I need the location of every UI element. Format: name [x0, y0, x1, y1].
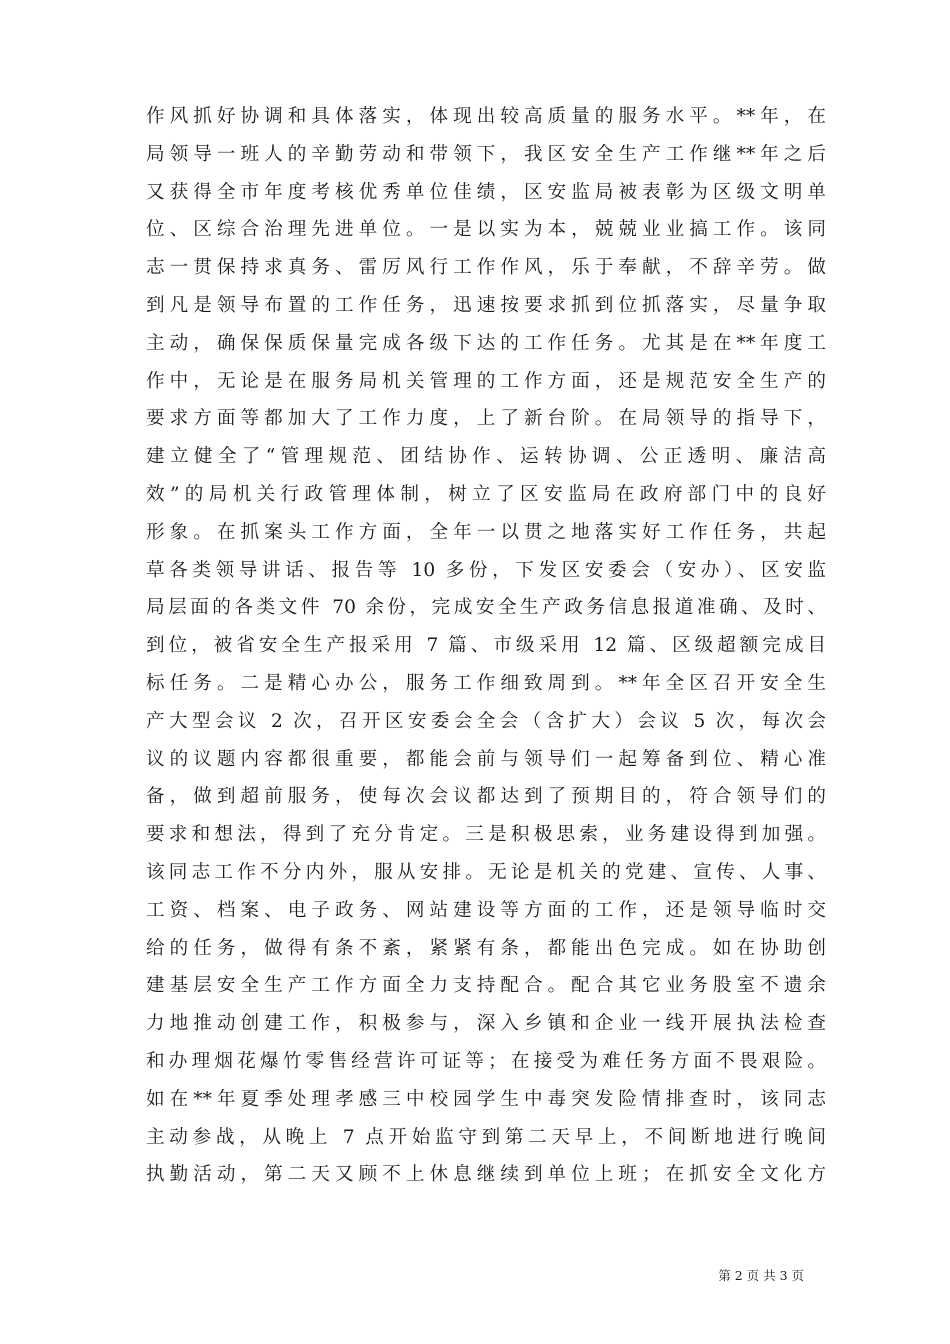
- text-line: 工资、档案、电子政务、网站建设等方面的工作，还是领导临时交: [146, 899, 826, 921]
- text-line: 产大型会议 2 次，召开区安委会全会（含扩大）会议 5 次，每次会: [146, 710, 826, 732]
- text-line: 到位，被省安全生产报采用 7 篇、市级采用 12 篇、区级超额完成目: [146, 635, 826, 657]
- text-line: 该同志工作不分内外，服从安排。无论是机关的党建、宣传、人事、: [146, 861, 826, 883]
- text-line: 位、区综合治理先进单位。一是以实为本，兢兢业业搞工作。该同: [146, 219, 826, 241]
- text-line: 形象。在抓案头工作方面，全年一以贯之地落实好工作任务，共起: [146, 521, 826, 543]
- text-line: 效”的局机关行政管理体制，树立了区安监局在政府部门中的良好: [146, 483, 826, 505]
- text-line: 给的任务，做得有条不紊，紧紧有条，都能出色完成。如在协助创: [146, 937, 826, 959]
- text-line: 议的议题内容都很重要，都能会前与领导们一起筹备到位、精心准: [146, 748, 826, 770]
- text-line: 要求和想法，得到了充分肯定。三是积极思索，业务建设得到加强。: [146, 824, 826, 846]
- text-line: 建立健全了“管理规范、团结协作、运转协调、公正透明、廉洁高: [146, 446, 826, 468]
- text-line: 志一贯保持求真务、雷厉风行工作作风，乐于奉献，不辞辛劳。做: [146, 257, 826, 279]
- document-body: [146, 98, 826, 1194]
- text-line: 力地推动创建工作，积极参与，深入乡镇和企业一线开展执法检查: [146, 1013, 826, 1035]
- text-line: 标任务。二是精心办公，服务工作细致周到。**年全区召开安全生: [146, 672, 826, 694]
- text-line: 作中，无论是在服务局机关管理的工作方面，还是规范安全生产的: [146, 370, 826, 392]
- text-line: 局领导一班人的辛勤劳动和带领下，我区安全生产工作继**年之后: [146, 143, 826, 165]
- text-line: 和办理烟花爆竹零售经营许可证等；在接受为难任务方面不畏艰险。: [146, 1050, 826, 1072]
- text-line: 主动参战，从晚上 7 点开始监守到第二天早上，不间断地进行晚间: [146, 1126, 826, 1148]
- text-line: 又获得全市年度考核优秀单位佳绩，区安监局被表彰为区级文明单: [146, 181, 826, 203]
- text-line: 要求方面等都加大了工作力度，上了新台阶。在局领导的指导下，: [146, 408, 826, 430]
- text-line: 备，做到超前服务，使每次会议都达到了预期目的，符合领导们的: [146, 786, 826, 808]
- text-line: 执勤活动，第二天又顾不上休息继续到单位上班；在抓安全文化方: [146, 1164, 826, 1186]
- text-line: 作风抓好协调和具体落实，体现出较高质量的服务水平。**年，在: [146, 106, 826, 127]
- text-line: 建基层安全生产工作方面全力支持配合。配合其它业务股室不遗余: [146, 975, 826, 997]
- text-line: 草各类领导讲话、报告等 10 多份，下发区安委会（安办）、区安监: [146, 559, 826, 581]
- text-line: 主动，确保保质保量完成各级下达的工作任务。尤其是在**年度工: [146, 332, 826, 354]
- text-line: 局层面的各类文件 70 余份，完成安全生产政务信息报道准确、及时、: [146, 597, 826, 619]
- page-number-footer: 第 2 页 共 3 页: [718, 1268, 804, 1283]
- text-line: 到凡是领导布置的工作任务，迅速按要求抓到位抓落实，尽量争取: [146, 294, 826, 316]
- text-line: 如在**年夏季处理孝感三中校园学生中毒突发险情排查时，该同志: [146, 1088, 826, 1110]
